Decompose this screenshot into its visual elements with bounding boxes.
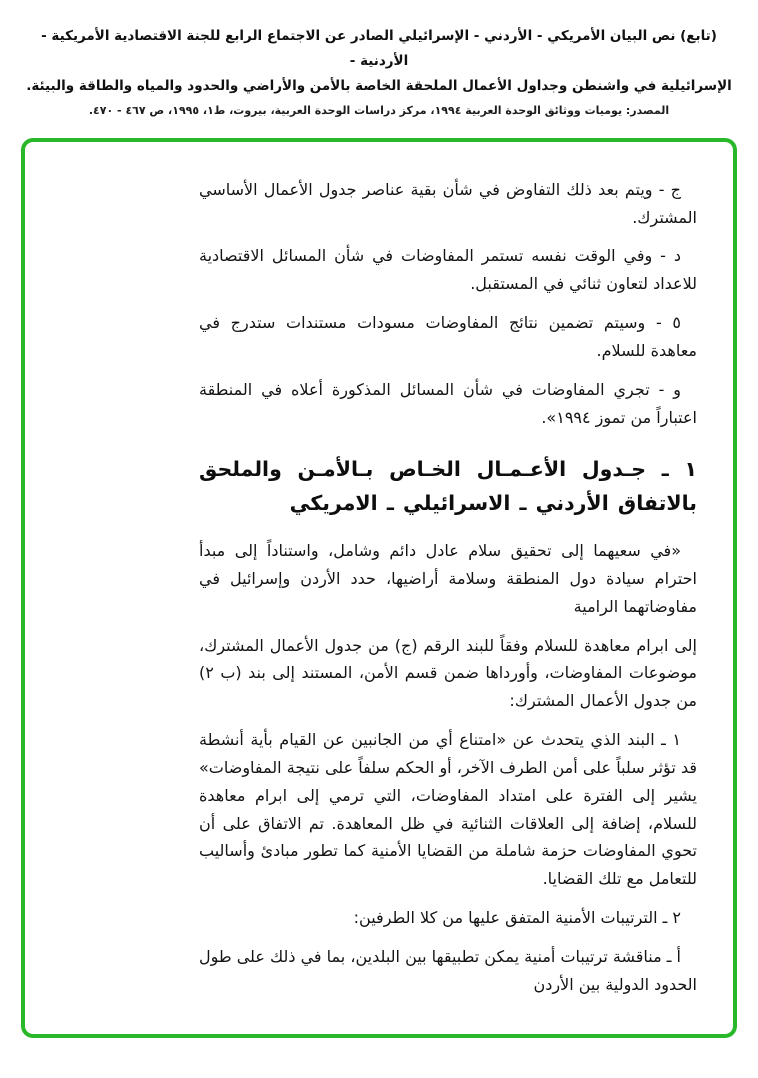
paragraph-5: ٥ - وسيتم تضمين نتائج المفاوضات مسودات مستندات ستدرج في معاهدة للسلام. <box>199 313 697 360</box>
header-title-line-1: (تابع) نص البيان الأمريكي - الأردني - الإسرائيلي الصادر عن الاجتماع الرابع للجنة الاقتصادية الأمريكية - الأردنية - <box>41 28 717 69</box>
paragraph-item-2a: أ ـ مناقشة ترتيبات أمنية يمكن تطبيقها بين البلدين، بما في ذلك على طول الحدود الدولية بين الأردن <box>199 946 697 994</box>
paragraph-item-1: ١ ـ البند الذي يتحدث عن «امتناع أي من الجانبين عن القيام بأية أنشطة قد تؤثر سلباً على أمن الطرف الآخر، أو الحكم سلفاً على نتيجة المفاوضات» يشير إلى الفترة على امتداد المفاوضات، التي ترمي إلى ابرام معاهدة للسلام، إضافة إلى العلاقات الثنائية في ظل المعاهدة. تم الاتفاق على أن تحوي المفاوضات حزمة شاملة من القضايا الأمنية كما تطور مبادئ وأساليب للتعامل مع تلك القضايا. <box>199 730 697 889</box>
document-header <box>23 0 735 122</box>
header-title-line-2: الإسرائيلية في واشنطن وجداول الأعمال الملحقة الخاصة بالأمن والأراضي والحدود والمياه والطاقة والبيئة. <box>26 77 732 94</box>
green-document-frame <box>21 138 737 1038</box>
paragraph-item-2: ٢ ـ الترتيبات الأمنية المتفق عليها من كلا الطرفين: <box>353 907 681 927</box>
paragraph-preamble: «في سعيهما إلى تحقيق سلام عادل دائم وشامل، واستناداً إلى مبدأ احترام سيادة دول المنطقة وسلامة أراضيها، حدد الأردن وإسرائيل في مفاوضاتهما الرامية <box>199 541 697 616</box>
paragraph-dal: د - وفي الوقت نفسه تستمر المفاوضات في شأن المسائل الاقتصادية للاعداد لتعاون ثنائي في المستقبل. <box>199 246 697 294</box>
paragraph-waw: و - تجري المفاوضات في شأن المسائل المذكورة أعلاه في المنطقة اعتباراً من تموز ١٩٩٤». <box>199 379 697 427</box>
section-heading-security-agenda: ١ ـ جـدول الأعـمـال الخـاص بـالأمـن والملحق بالاتفاق الأردني ـ الاسرائيلي ـ الامريكي <box>199 457 697 516</box>
document-body <box>199 176 697 999</box>
source-citation: المصدر: يوميات ووثائق الوحدة العربية ١٩٩٤، مركز دراسات الوحدة العربية، بيروت، ط١، ١٩٩٥، ص ٤٦٧ - ٤٧٠. <box>88 103 670 117</box>
paragraph-preamble-continued: إلى ابرام معاهدة للسلام وفقاً للبند الرقم (ج) من جدول الأعمال المشترك، موضوعات المفاوضات، وأورداها ضمن قسم الأمن، المستند إلى بند (ب ٢) من جدول الأعمال المشترك: <box>199 635 697 711</box>
paragraph-jeem: ج - ويتم بعد ذلك التفاوض في شأن بقية عناصر جدول الأعمال الأساسي المشترك. <box>199 179 697 227</box>
